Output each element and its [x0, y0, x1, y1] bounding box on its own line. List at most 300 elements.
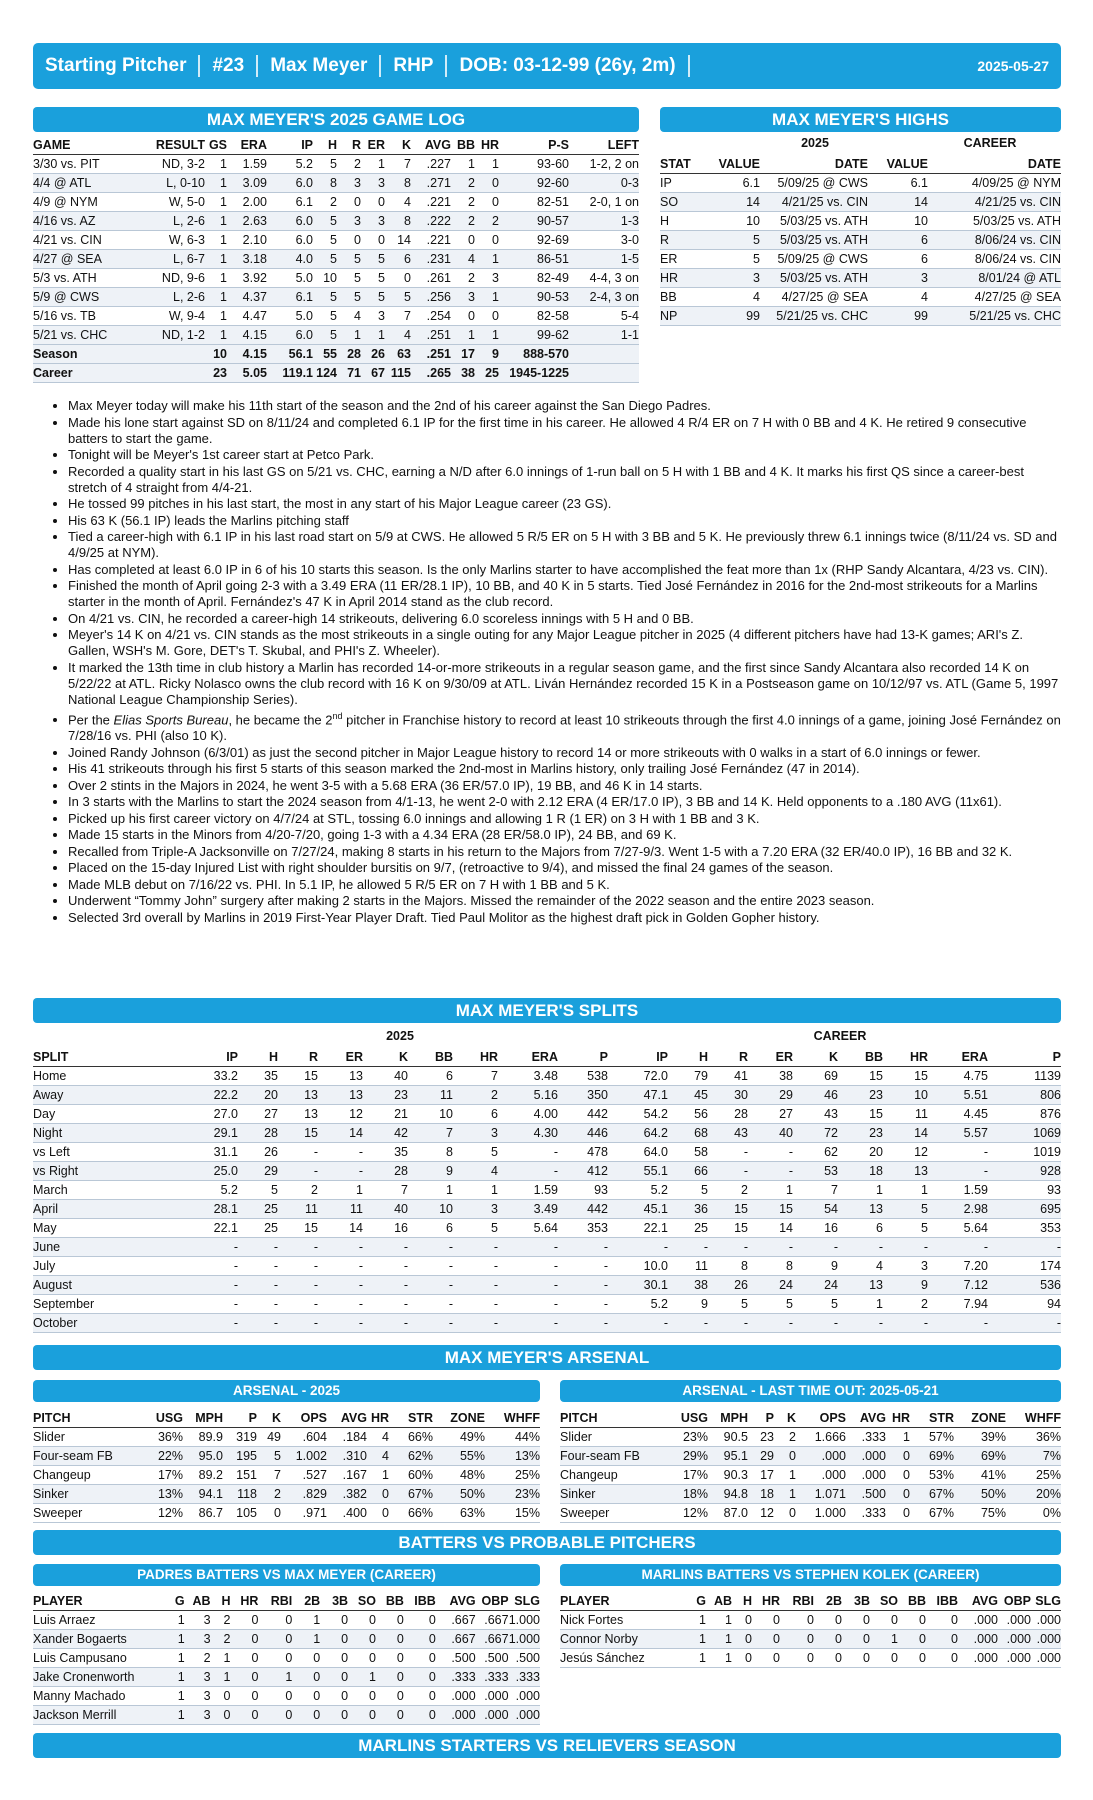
table-cell: 1 [205, 287, 227, 306]
note-item: • Joined Randy Johnson (6/3/01) as just the second pitcher in Major League history to record 14 or more strikeouts with 0 walks in a start of 6.0 innings or fewer. [68, 745, 1063, 761]
table-cell: vs Left [33, 1142, 183, 1161]
table-cell: 2.63 [227, 211, 267, 230]
arsenal-header: MAX MEYER'S ARSENAL [33, 1345, 1061, 1370]
table-cell: 15 [838, 1104, 883, 1123]
table-cell: 5 [708, 1294, 748, 1313]
table-cell: .000 [436, 1705, 476, 1724]
split-row [33, 1104, 1061, 1123]
table-cell: 41 [708, 1066, 748, 1085]
table-cell: 33.2 [183, 1066, 238, 1085]
table-cell: Nick Fortes [560, 1610, 684, 1629]
note-item: • His 41 strikeouts through his first 5 starts of this season marked the 2nd-most in Marlins history, only trailing José Fernández (47 in 2014). [68, 761, 1063, 777]
table-cell: 4/27/25 @ SEA [760, 287, 868, 306]
table-cell: 1 [292, 1610, 320, 1629]
table-cell: 0 [404, 1686, 436, 1705]
column-header: R [708, 1048, 748, 1066]
column-header: RBI [780, 1592, 814, 1610]
column-header: ER [361, 136, 385, 154]
table-cell: 1 [367, 1465, 389, 1484]
table-cell: 28.1 [183, 1199, 238, 1218]
table-cell: 40 [748, 1123, 793, 1142]
highs-row [660, 268, 1061, 287]
table-cell: 7 [385, 154, 411, 173]
table-cell: 5.2 [183, 1180, 238, 1199]
table-cell: - [453, 1294, 498, 1313]
table-cell: 5 [793, 1294, 838, 1313]
table-cell: .265 [411, 363, 451, 382]
table-cell: 353 [558, 1218, 608, 1237]
table-cell: 2 [451, 268, 475, 287]
notes [68, 398, 1063, 926]
table-cell: 5/21 vs. CHC [33, 325, 131, 344]
table-cell: 8 [385, 173, 411, 192]
table-cell: 5.2 [608, 1294, 668, 1313]
table-cell: 5/09/25 @ CWS [760, 173, 868, 192]
table-cell: - [278, 1161, 318, 1180]
table-cell: 40 [363, 1066, 408, 1085]
table-cell: 1 [163, 1610, 185, 1629]
table-cell: .382 [327, 1484, 367, 1503]
table-cell: 1.59 [928, 1180, 988, 1199]
column-header: P-S [499, 136, 569, 154]
table-cell: 0% [1006, 1503, 1061, 1522]
table-cell: 4.30 [498, 1123, 558, 1142]
table-cell: Jesús Sánchez [560, 1648, 684, 1667]
column-header: IP [183, 1048, 238, 1066]
note-item: • Recalled from Triple-A Jacksonville on 7/27/24, making 8 starts in his return to the Majors from 7/27-9/3. Went 1-5 with a 7.20 ERA (32 ER/40.0 IP), 16 BB and 32 K. [68, 844, 1063, 860]
table-cell: Changeup [33, 1465, 145, 1484]
table-cell: 72.0 [608, 1066, 668, 1085]
table-cell: 13% [145, 1484, 183, 1503]
table-cell: 8 [313, 173, 337, 192]
batter-row [33, 1705, 540, 1724]
table-cell: 38 [748, 1066, 793, 1085]
table-cell: 4 [838, 1256, 883, 1275]
table-cell: 9 [668, 1294, 708, 1313]
column-header: 2B [814, 1592, 842, 1610]
table-cell: - [238, 1313, 278, 1332]
table-cell: - [183, 1275, 238, 1294]
table-cell: 12 [318, 1104, 363, 1123]
table-cell: 86.7 [183, 1503, 223, 1522]
table-cell: 3 [337, 211, 361, 230]
table-cell: 13 [278, 1104, 318, 1123]
table-cell: 7 [385, 306, 411, 325]
pitch-row [33, 1427, 540, 1446]
table-cell: 5.51 [928, 1085, 988, 1104]
table-cell: 56.1 [267, 344, 313, 363]
table-cell: 0 [451, 230, 475, 249]
table-cell: - [363, 1275, 408, 1294]
table-cell: .500 [846, 1484, 886, 1503]
table-cell: - [363, 1313, 408, 1332]
table-cell: Slider [560, 1427, 672, 1446]
note-item: • Made MLB debut on 7/16/22 vs. PHI. In 5.1 IP, he allowed 5 R/5 ER on 7 H with 1 BB and 5 K. [68, 877, 1063, 893]
table-cell: IP [660, 173, 706, 192]
table-cell: 5 [361, 249, 385, 268]
arsenal-left-table [33, 1409, 540, 1523]
table-cell: 55 [313, 344, 337, 363]
note-item: • Tied a career-high with 6.1 IP in his last road start on 5/9 at CWS. He allowed 5 R/5 ER on 5 H with 3 BB and 5 K. He previously threw 6.1 innings twice (8/11/24 vs. SD and 4/9/25 at NYM). [68, 529, 1063, 561]
column-header: ER [318, 1048, 363, 1066]
table-cell: 1 [361, 154, 385, 173]
note-item: • Made his lone start against SD on 8/11/24 and completed 6.1 IP for the first time in his career. He allowed 4 R/4 ER on 7 H with 0 BB and 4 K. He retired 9 consecutive batters to start the game. [68, 415, 1063, 447]
arsenal-right-table [560, 1409, 1061, 1523]
table-cell: 20 [238, 1085, 278, 1104]
table-cell: 17 [748, 1465, 774, 1484]
table-cell: 43 [708, 1123, 748, 1142]
table-cell: 6 [408, 1066, 453, 1085]
table-cell: 87.0 [708, 1503, 748, 1522]
bvp-right-body [560, 1610, 1061, 1667]
table-cell: 2 [211, 1629, 231, 1648]
table-cell: 0 [257, 1503, 281, 1522]
table-cell: 5-4 [569, 306, 639, 325]
table-cell: W, 6-3 [131, 230, 205, 249]
column-header: SLG [1031, 1592, 1061, 1610]
table-cell: 1 [205, 173, 227, 192]
pitch-row [33, 1446, 540, 1465]
table-cell: 14 [706, 192, 760, 211]
table-cell: 0 [258, 1705, 292, 1724]
column-header: K [774, 1409, 796, 1427]
table-cell: 5 [313, 230, 337, 249]
note-item: • Tonight will be Meyer's 1st career start at Petco Park. [68, 447, 1063, 463]
table-cell: 4-4, 3 on [569, 268, 639, 287]
table-cell: 5 [313, 287, 337, 306]
table-cell: 0 [292, 1705, 320, 1724]
table-cell: .000 [958, 1629, 998, 1648]
table-cell: 41% [954, 1465, 1006, 1484]
note-item: • Picked up his first career victory on 4/7/24 at STL, tossing 6.0 innings and allowing 1 R (1 ER) on 3 H with 1 BB and 3 K. [68, 811, 1063, 827]
column-header: OPS [796, 1409, 846, 1427]
table-cell: 3 [361, 173, 385, 192]
column-header: ERA [928, 1048, 988, 1066]
batter-row [560, 1648, 1061, 1667]
table-cell: 1 [163, 1705, 185, 1724]
table-cell: 5/21/25 vs. CHC [760, 306, 868, 325]
table-cell: 2.10 [227, 230, 267, 249]
table-cell: 7.20 [928, 1256, 988, 1275]
split-row [33, 1294, 1061, 1313]
table-cell: 99 [706, 306, 760, 325]
table-cell: 67 [361, 363, 385, 382]
table-cell: 1.071 [796, 1484, 846, 1503]
game-row [33, 306, 639, 325]
table-cell: 8/06/24 vs. CIN [928, 230, 1061, 249]
table-cell: 69 [793, 1066, 838, 1085]
table-cell: 876 [988, 1104, 1061, 1123]
table-cell: 3.48 [498, 1066, 558, 1085]
table-cell: 25% [485, 1465, 540, 1484]
table-cell: 1 [886, 1427, 910, 1446]
table-cell: .000 [1031, 1610, 1061, 1629]
pitch-row [560, 1446, 1061, 1465]
table-cell: - [408, 1294, 453, 1313]
table-cell: .000 [1031, 1629, 1061, 1648]
column-header: ER [748, 1048, 793, 1066]
table-cell: 35 [238, 1066, 278, 1085]
table-cell: .000 [476, 1686, 509, 1705]
table-cell: 0 [320, 1667, 348, 1686]
gamelog-header: MAX MEYER'S 2025 GAME LOG [33, 107, 639, 132]
table-cell: 6 [385, 249, 411, 268]
table-cell: - [238, 1256, 278, 1275]
table-cell: 8/01/24 @ ATL [928, 268, 1061, 287]
table-cell: 4/16 vs. AZ [33, 211, 131, 230]
table-cell: 36% [1006, 1427, 1061, 1446]
table-cell: 1.002 [281, 1446, 327, 1465]
note-item: • In 3 starts with the Marlins to start the 2024 season from 4/1-13, he went 2-0 with 2.12 ERA (4 ER/17.0 IP), 3 BB and 14 K. Held opponents to a .180 AVG (11x61). [68, 794, 1063, 810]
table-cell: 2 [313, 192, 337, 211]
table-cell: Season [33, 344, 131, 363]
table-cell: 10.0 [608, 1256, 668, 1275]
table-cell: 0 [230, 1629, 258, 1648]
table-cell: .971 [281, 1503, 327, 1522]
table-cell: .527 [281, 1465, 327, 1484]
table-cell: 0 [886, 1446, 910, 1465]
table-cell: Sweeper [560, 1503, 672, 1522]
table-cell: 12% [145, 1503, 183, 1522]
table-cell: 1 [451, 325, 475, 344]
table-cell: 0 [230, 1610, 258, 1629]
table-cell: 15 [708, 1218, 748, 1237]
split-row [33, 1275, 1061, 1294]
pitch-row [33, 1503, 540, 1522]
table-cell: - [278, 1256, 318, 1275]
table-cell: 0 [732, 1629, 752, 1648]
column-header: HR [453, 1048, 498, 1066]
table-cell: 4/21 vs. CIN [33, 230, 131, 249]
table-cell: - [363, 1294, 408, 1313]
table-cell: - [558, 1313, 608, 1332]
table-cell: - [183, 1294, 238, 1313]
table-cell: 1.666 [796, 1427, 846, 1446]
table-cell: June [33, 1237, 183, 1256]
title-name: Max Meyer [258, 55, 381, 77]
table-cell: .167 [327, 1465, 367, 1484]
table-cell: Four-seam FB [560, 1446, 672, 1465]
table-cell: - [838, 1313, 883, 1332]
table-cell: 350 [558, 1085, 608, 1104]
table-cell: 0 [348, 1686, 376, 1705]
split-row [33, 1142, 1061, 1161]
table-cell: 28 [337, 344, 361, 363]
table-cell: .000 [476, 1705, 509, 1724]
table-cell: 0 [211, 1705, 231, 1724]
table-cell: 174 [988, 1256, 1061, 1275]
bvp-right-header: MARLINS BATTERS VS STEPHEN KOLEK (CAREER) [560, 1564, 1061, 1586]
table-cell: Career [33, 363, 131, 382]
column-header: G [684, 1592, 706, 1610]
highs-table [660, 155, 1061, 326]
table-cell: 15% [485, 1503, 540, 1522]
table-cell: 4.75 [928, 1066, 988, 1085]
table-cell: 0 [475, 192, 499, 211]
table-cell: Slider [33, 1427, 145, 1446]
table-cell: 0 [348, 1610, 376, 1629]
highs-group-2025: 2025 [801, 136, 829, 150]
pitch-row [33, 1465, 540, 1484]
table-cell: 0 [361, 230, 385, 249]
table-cell: 0 [376, 1648, 404, 1667]
table-cell: 75% [954, 1503, 1006, 1522]
table-cell: NP [660, 306, 706, 325]
table-cell: 93-60 [499, 154, 569, 173]
table-cell: 24 [793, 1275, 838, 1294]
table-cell: 5/21/25 vs. CHC [928, 306, 1061, 325]
table-cell: 0 [814, 1610, 842, 1629]
table-cell: 63 [385, 344, 411, 363]
table-cell: 50% [954, 1484, 1006, 1503]
column-header: P [558, 1048, 608, 1066]
note-item: • Meyer's 14 K on 4/21 vs. CIN stands as the most strikeouts in a single outing for any Major League pitcher in 2025 (4 different pitchers have had 13-K games; ARI's Z. Gallen, WSH's M. Gore, DET's T. Skubal, and PHI's Z. Wheeler). [68, 627, 1063, 659]
note-item: • Made 15 starts in the Minors from 4/20-7/20, going 1-3 with a 4.34 ERA (28 ER/58.0 IP), 24 BB, and 69 K. [68, 827, 1063, 843]
table-cell: 5.64 [498, 1218, 558, 1237]
table-cell: Four-seam FB [33, 1446, 145, 1465]
table-cell: 29 [748, 1446, 774, 1465]
table-cell: 442 [558, 1104, 608, 1123]
table-cell: 0 [475, 230, 499, 249]
table-cell: 66% [389, 1427, 433, 1446]
table-cell: 195 [223, 1446, 257, 1465]
note-part: nd [332, 711, 343, 721]
table-cell: 14 [748, 1218, 793, 1237]
table-cell: 4 [868, 287, 928, 306]
table-cell: 63% [433, 1503, 485, 1522]
table-cell: - [498, 1313, 558, 1332]
note-item: • Recorded a quality start in his last GS on 5/21 vs. CHC, earning a N/D after 6.0 innings of 1-run ball on 5 H with 1 BB and 4 K. It marks his first QS since a career-best stretch of 4 straight from 4/4-21. [68, 464, 1063, 496]
bvp-header: BATTERS VS PROBABLE PITCHERS [33, 1530, 1061, 1555]
table-cell: 57% [910, 1427, 954, 1446]
table-cell: - [183, 1237, 238, 1256]
table-cell: 1 [408, 1180, 453, 1199]
table-cell: 45.1 [608, 1199, 668, 1218]
table-cell: 1 [475, 287, 499, 306]
table-cell: 22.2 [183, 1085, 238, 1104]
column-header: H [668, 1048, 708, 1066]
column-header: AVG [436, 1592, 476, 1610]
table-cell: 6 [838, 1218, 883, 1237]
table-cell: 3.92 [227, 268, 267, 287]
table-cell: 16 [793, 1218, 838, 1237]
table-cell: 13 [838, 1275, 883, 1294]
column-header: DATE [928, 155, 1061, 173]
table-cell: July [33, 1256, 183, 1275]
column-header: H [313, 136, 337, 154]
table-cell: - [793, 1237, 838, 1256]
split-row [33, 1313, 1061, 1332]
table-cell: Connor Norby [560, 1629, 684, 1648]
table-cell: 5 [668, 1180, 708, 1199]
highs-header-row [660, 155, 1061, 173]
table-cell: 4 [706, 287, 760, 306]
table-cell: 82-49 [499, 268, 569, 287]
table-cell: 0 [842, 1610, 870, 1629]
table-cell: 0 [780, 1629, 814, 1648]
table-cell: - [238, 1275, 278, 1294]
table-cell: 11 [408, 1085, 453, 1104]
column-header: BB [451, 136, 475, 154]
table-cell: 38 [451, 363, 475, 382]
table-cell: BB [660, 287, 706, 306]
table-cell: Manny Machado [33, 1686, 163, 1705]
table-cell: 53% [910, 1465, 954, 1484]
table-cell: 0 [376, 1629, 404, 1648]
table-cell: 25 [668, 1218, 708, 1237]
table-cell: 13 [883, 1161, 928, 1180]
table-cell: 5/16 vs. TB [33, 306, 131, 325]
bvp-left-table [33, 1592, 540, 1725]
table-cell: ND, 1-2 [131, 325, 205, 344]
table-cell: 25 [238, 1218, 278, 1237]
table-cell: - [318, 1313, 363, 1332]
arsenal-left-header: ARSENAL - 2025 [33, 1380, 540, 1402]
table-cell: 2 [774, 1427, 796, 1446]
arsenal-right-body [560, 1427, 1061, 1522]
table-cell: - [278, 1313, 318, 1332]
table-cell: Day [33, 1104, 183, 1123]
table-cell: 1 [475, 154, 499, 173]
table-cell: - [408, 1256, 453, 1275]
table-cell: 3.49 [498, 1199, 558, 1218]
table-cell: - [318, 1142, 363, 1161]
table-cell: 5 [883, 1218, 928, 1237]
table-cell: - [318, 1275, 363, 1294]
table-cell: .667 [476, 1629, 509, 1648]
game-row [33, 154, 639, 173]
column-header: HR [475, 136, 499, 154]
table-cell: .000 [509, 1705, 540, 1724]
table-cell: - [408, 1275, 453, 1294]
table-cell: 6.0 [267, 325, 313, 344]
column-header: USG [145, 1409, 183, 1427]
title-label: Starting Pitcher [45, 55, 200, 77]
table-cell: 0 [814, 1629, 842, 1648]
table-cell: 1.000 [509, 1610, 540, 1629]
table-cell: - [318, 1161, 363, 1180]
table-cell: 1.000 [509, 1629, 540, 1648]
table-cell: 0 [780, 1648, 814, 1667]
split-row [33, 1085, 1061, 1104]
game-row [33, 249, 639, 268]
table-cell: 0 [376, 1667, 404, 1686]
table-cell: 89.2 [183, 1465, 223, 1484]
table-cell: .184 [327, 1427, 367, 1446]
table-cell: 15 [278, 1066, 318, 1085]
table-cell: 3 [706, 268, 760, 287]
table-cell: 44% [485, 1427, 540, 1446]
table-cell: 22.1 [608, 1218, 668, 1237]
table-cell: 67% [910, 1484, 954, 1503]
note-part: Elias Sports Bureau [113, 712, 229, 728]
highs-group-career: CAREER [963, 136, 1017, 150]
table-cell: vs Right [33, 1161, 183, 1180]
table-cell: 48% [433, 1465, 485, 1484]
table-cell: 23 [205, 363, 227, 382]
table-cell: 1 [337, 325, 361, 344]
table-cell: ND, 3-2 [131, 154, 205, 173]
table-cell: 10 [408, 1104, 453, 1123]
column-header: 2B [292, 1592, 320, 1610]
table-cell: - [708, 1237, 748, 1256]
splits-table [33, 1048, 1061, 1333]
table-cell: 1019 [988, 1142, 1061, 1161]
table-cell: 1 [475, 249, 499, 268]
table-cell: .333 [509, 1667, 540, 1686]
table-cell: 60% [389, 1465, 433, 1484]
table-cell: 46 [793, 1085, 838, 1104]
